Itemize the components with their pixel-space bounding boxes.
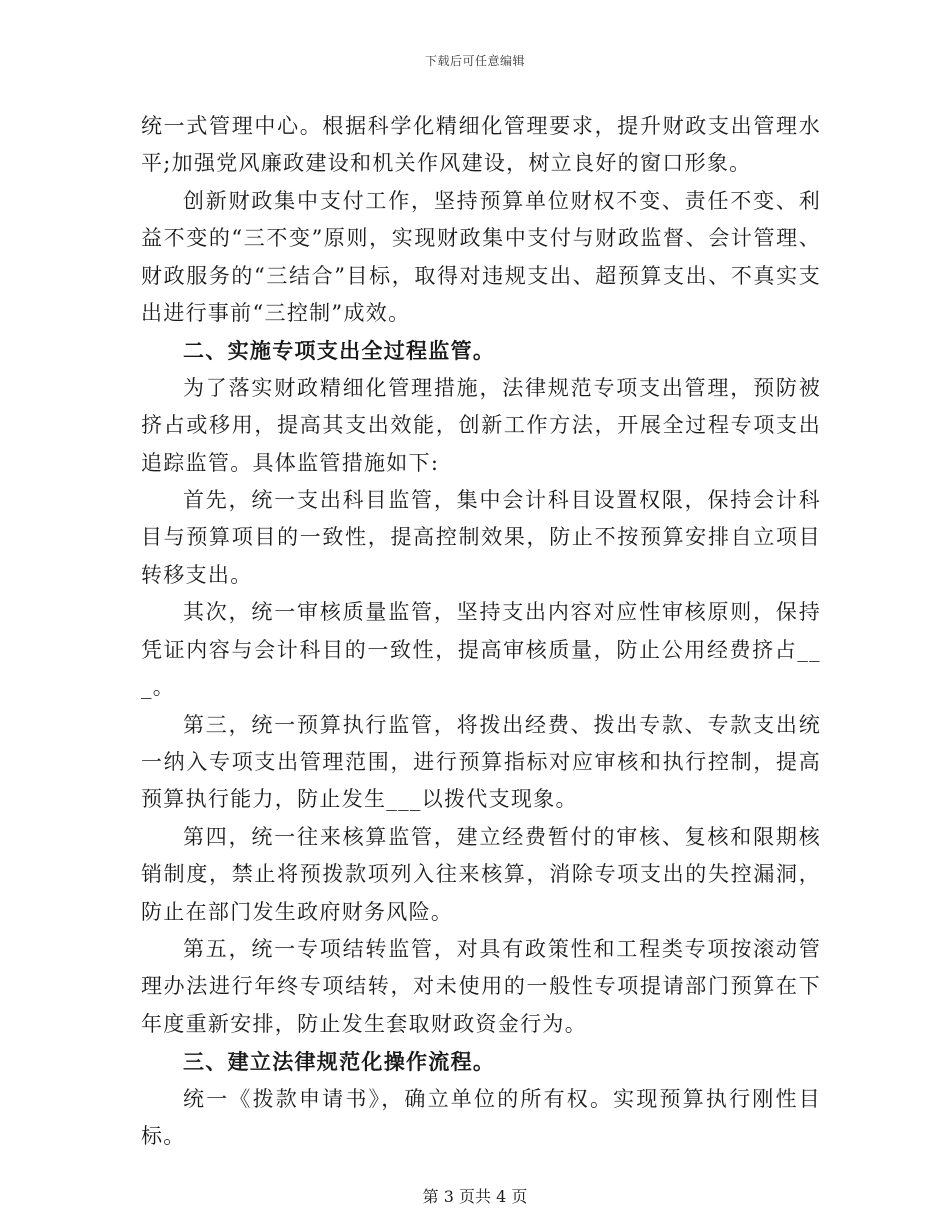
paragraph-measure-first: 首先，统一支出科目监管，集中会计科目设置权限，保持会计科目与预算项目的一致性，提高控制效果，防止不按预算安排自立项目转移支出。	[141, 488, 821, 587]
paragraph-measure-second: 其次，统一审核质量监管，坚持支出内容对应性审核原则，保持凭证内容与会计科目的一致性，提高审核质量，防止公用经费挤占___。	[141, 600, 821, 700]
paragraph-centralized-payment: 创新财政集中支付工作，坚持预算单位财权不变、责任不变、利益不变的“三不变”原则，实现财政集中支付与财政监督、会计管理、财政服务的“三结合”目标，取得对违规支出、超预算支出、不真实支出进行事前“三控制”成效。	[141, 188, 821, 326]
document-body	[141, 108, 821, 1155]
paragraph-continuation: 统一式管理中心。根据科学化精细化管理要求，提升财政支出管理水平;加强党风廉政建设和机关作风建设，树立良好的窗口形象。	[141, 114, 821, 176]
paragraph-special-expense-intro: 为了落实财政精细化管理措施，法律规范专项支出管理，预防被挤占或移用，提高其支出效能，创新工作方法，开展全过程专项支出追踪监管。具体监管措施如下:	[141, 375, 821, 475]
section-heading-3: 三、建立法律规范化操作流程。	[183, 1049, 496, 1075]
page-number: 第 3 页共 4 页	[422, 1187, 528, 1206]
section-heading-2: 二、实施专项支出全过程监管。	[183, 338, 496, 364]
paragraph-measure-fourth: 第四，统一往来核算监管，建立经费暂付的审核、复核和限期核销制度，禁止将预拨款项列入往来核算，消除专项支出的失控漏洞，防止在部门发生政府财务风险。	[141, 824, 821, 924]
paragraph-measure-fifth: 第五，统一专项结转监管，对具有政策性和工程类专项按滚动管理办法进行年终专项结转，对未使用的一般性专项提请部门预算在下年度重新安排，防止发生套取财政资金行为。	[141, 936, 821, 1036]
paragraph-allocation-application: 统一《拨款申请书》，确立单位的所有权。实现预算执行刚性目标。	[141, 1086, 821, 1148]
paragraph-measure-third: 第三，统一预算执行监管，将拨出经费、拨出专款、专款支出统一纳入专项支出管理范围，进行预算指标对应审核和执行控制，提高预算执行能力，防止发生___以拨代支现象。	[141, 712, 821, 812]
header-note: 下载后可任意编辑	[424, 54, 525, 68]
